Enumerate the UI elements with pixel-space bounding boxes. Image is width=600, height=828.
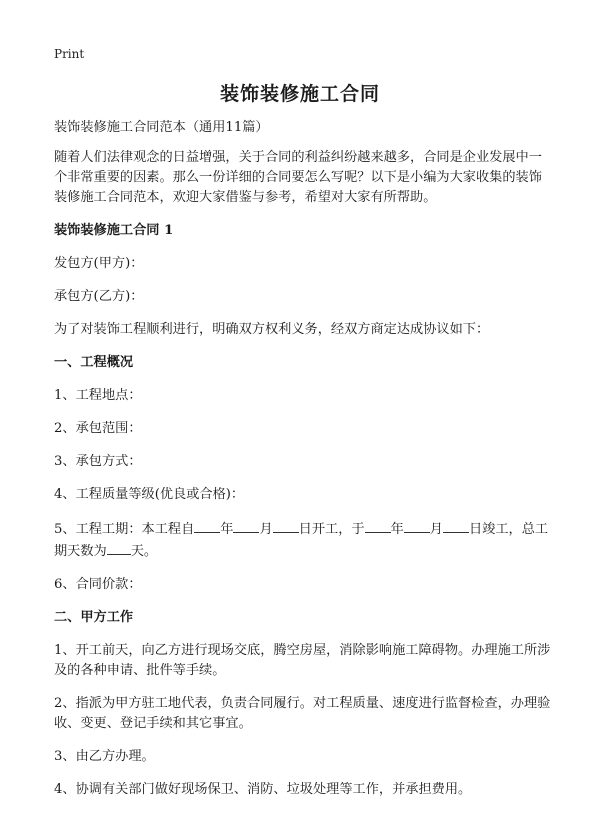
contract-price-line: 6、合同价款： — [54, 577, 142, 592]
end-year-blank — [365, 518, 391, 533]
start-month-blank — [233, 518, 259, 533]
end-month-unit: 月 — [429, 522, 443, 537]
party-a-duty-2: 2、指派为甲方驻工地代表，负责合同履行。对工程质量、速度进行监督检查，办理验收、变更、登记手续和其它事宜。 — [54, 696, 551, 731]
project-duration-line — [54, 518, 554, 562]
document-body — [54, 118, 554, 813]
total-days-blank — [107, 540, 131, 555]
quality-grade-line: 4、工程质量等级(优良或合格)： — [54, 487, 245, 502]
completion-text: 日竣工，总工期天数为 — [54, 522, 549, 559]
intro-paragraph: 随着人们法律观念的日益增强，关于合同的利益纠纷越来越多，合同是企业发展中一个非常重要的因素。那么一份详细的合同要怎么写呢？以下是小编为大家收集的装饰装修施工合同范本，欢迎大家借鉴与参考，希望对大家有所帮助。 — [54, 150, 542, 205]
section2-heading: 二、甲方工作 — [54, 610, 134, 625]
days-unit: 天。 — [130, 544, 158, 559]
end-year-unit: 年 — [390, 522, 404, 537]
party-a-line: 发包方(甲方)： — [54, 256, 144, 271]
party-a-duty-3: 3、由乙方办理。 — [54, 749, 155, 764]
section1-heading: 一、工程概况 — [54, 355, 134, 370]
contract-heading: 装饰装修施工合同 1 — [54, 223, 174, 238]
page-title: 装饰装修施工合同 — [219, 83, 380, 105]
party-a-duty-1: 1、开工前天，向乙方进行现场交底，腾空房屋，消除影响施工障碍物。办理施工所涉及的各种申请、批件等手续。 — [54, 643, 551, 678]
contract-method-line: 3、承包方式： — [54, 454, 142, 469]
duration-text-start: 5、工程工期：本工程自 — [54, 522, 195, 537]
end-month-blank — [404, 518, 430, 533]
preamble-paragraph: 为了对装饰工程顺利进行，明确双方权利义务，经双方商定达成协议如下： — [54, 322, 490, 337]
start-text: 日开工，于 — [298, 522, 365, 537]
project-location-line: 1、工程地点： — [54, 388, 142, 403]
month-unit: 月 — [259, 522, 273, 537]
end-day-blank — [443, 518, 469, 533]
contract-scope-line: 2、承包范围： — [54, 421, 142, 436]
start-day-blank — [273, 518, 299, 533]
print-link[interactable]: Print — [54, 47, 85, 61]
document-subtitle: 装饰装修施工合同范本（通用11篇） — [54, 120, 269, 135]
start-year-blank — [194, 518, 220, 533]
party-b-line: 承包方(乙方)： — [54, 289, 144, 304]
party-a-duty-4: 4、协调有关部门做好现场保卫、消防、垃圾处理等工作，并承担费用。 — [54, 782, 472, 797]
year-unit: 年 — [220, 522, 234, 537]
